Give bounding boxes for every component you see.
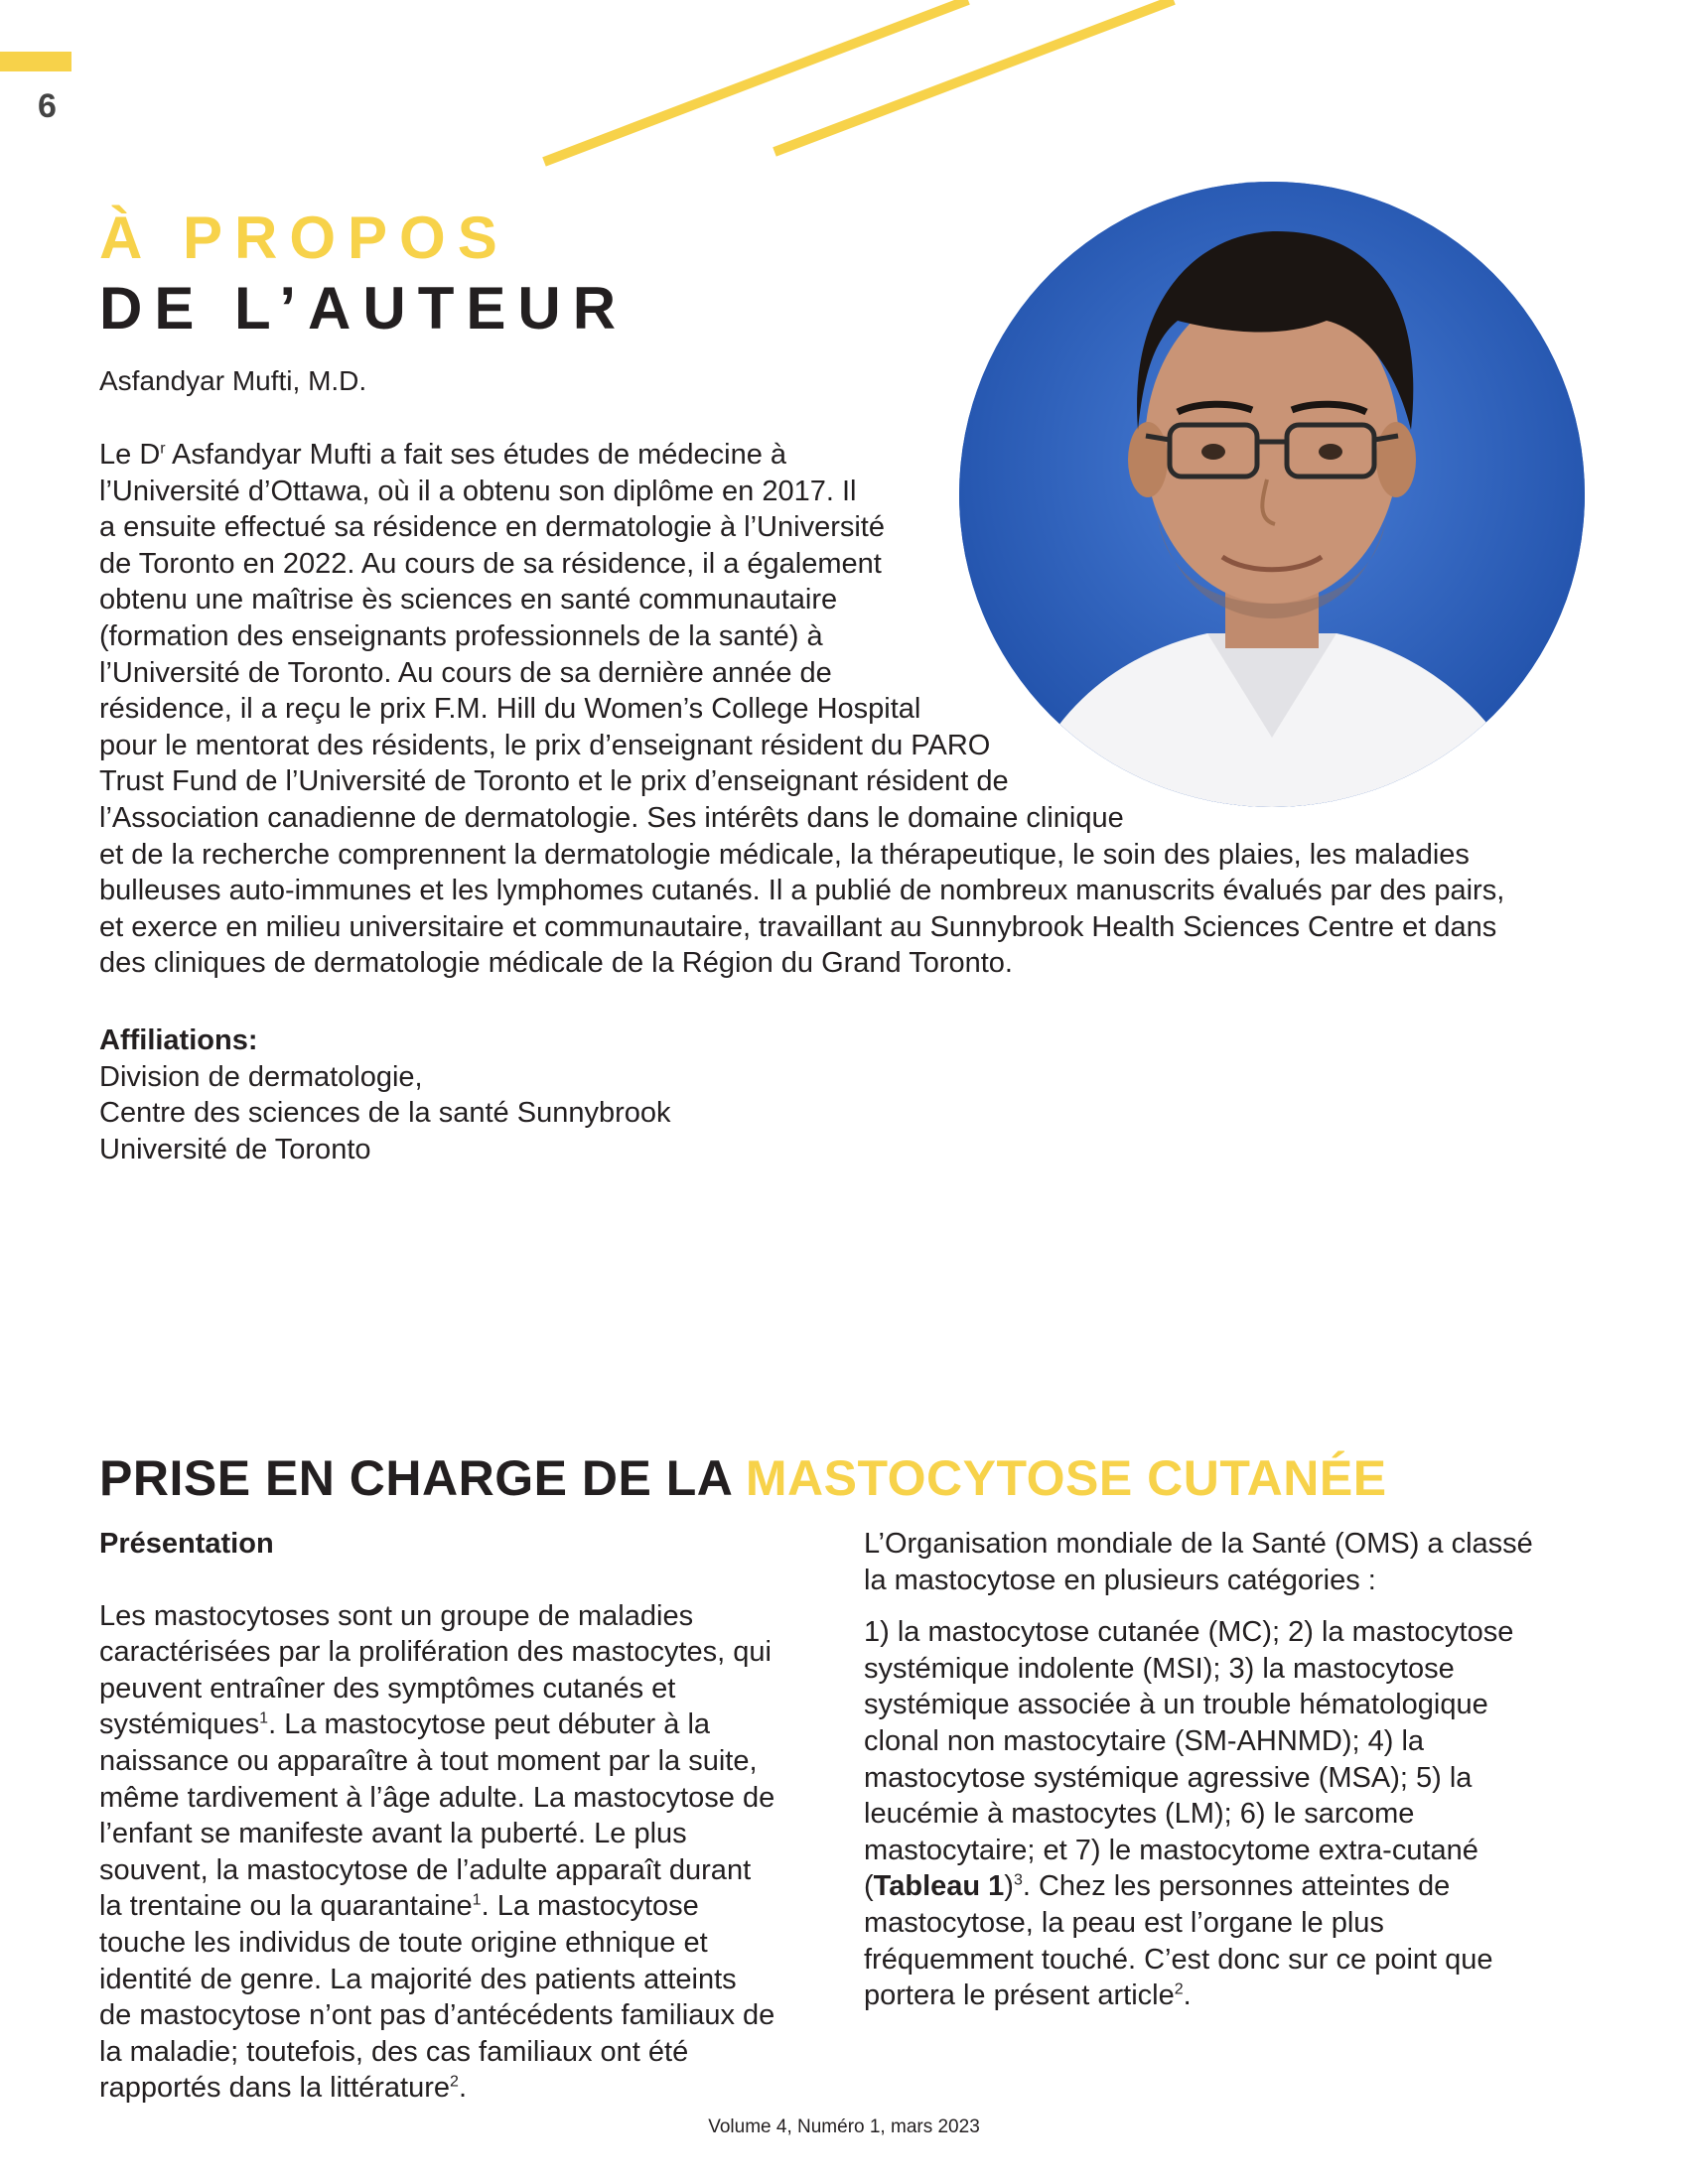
- paragraph-line: (Tableau 1)$^3$. Chez les personnes atteintes de: [864, 1870, 1451, 1903]
- bio-line: Le $D^r$ Asfandyar Mufti a fait ses études de médecine à: [99, 439, 787, 471]
- paragraph-line: souvent, la mastocytose de l’adulte apparaît durant: [99, 1853, 752, 1886]
- article-title: [99, 1449, 1387, 1507]
- reference-superscript: 2: [450, 2073, 459, 2091]
- paragraph-line: systémique associée à un trouble hématologique: [864, 1689, 1488, 1721]
- bio-line: l’Université de Toronto. Au cours de sa dernière année de: [99, 656, 832, 689]
- paragraph-line: naissance ou apparaître à tout moment par la suite,: [99, 1744, 758, 1777]
- affiliations-heading: Affiliations:: [99, 1024, 258, 1056]
- paragraph-line: l’enfant se manifeste avant la puberté. Le plus: [99, 1818, 687, 1850]
- paragraph-line: clonal non mastocytaire (SM-AHNMD); 4) la: [864, 1724, 1425, 1757]
- bio-line: des cliniques de dermatologie médicale de la Région du Grand Toronto.: [99, 947, 1013, 980]
- paragraph-line: même tardivement à l’âge adulte. La mastocytose de: [99, 1781, 775, 1814]
- paragraph-line: leucémie à mastocytes (LM); 6) le sarcome: [864, 1798, 1415, 1831]
- paragraph-line: mastocytaire; et 7) le mastocytome extra-cutané: [864, 1834, 1478, 1866]
- paragraph-line: mastocytose systémique agressive (MSA); 5) la: [864, 1761, 1473, 1794]
- paragraph-line: L’Organisation mondiale de la Santé (OMS) a classé: [864, 1528, 1533, 1560]
- bio-line: l’Association canadienne de dermatologie. Ses intérêts dans le domaine clinique: [99, 801, 1124, 834]
- paragraph-line: systémique indolente (MSI); 3) la mastocytose: [864, 1652, 1455, 1685]
- paragraph-line: 1) la mastocytose cutanée (MC); 2) la mastocytose: [864, 1616, 1514, 1649]
- bio-line: Trust Fund de l’Université de Toronto et le prix d’enseignant résident de: [99, 765, 1009, 798]
- paragraph-line: caractérisées par la prolifération des mastocytes, qui: [99, 1636, 772, 1669]
- page-number: 6: [38, 87, 57, 125]
- reference-superscript: 3: [1013, 1871, 1023, 1889]
- affiliation-line: Centre des sciences de la santé Sunnybrook: [99, 1097, 671, 1130]
- paragraph-line: la trentaine ou la quarantaine$^1$. La mastocytose: [99, 1890, 699, 1923]
- reference-superscript: 2: [1174, 1980, 1184, 1998]
- paragraph-line: mastocytose, la peau est l’organe le plus: [864, 1906, 1384, 1939]
- decorative-stripes: [0, 0, 1688, 199]
- page-footer: Volume 4, Numéro 1, mars 2023: [708, 2116, 980, 2137]
- bio-line: l’Université d’Ottawa, où il a obtenu son diplôme en 2017. Il: [99, 475, 857, 507]
- article-column-left: [99, 1526, 774, 2107]
- article-column-right: [864, 1526, 1533, 2014]
- paragraph-line: identité de genre. La majorité des patients atteints: [99, 1963, 737, 1995]
- paragraph-line: systémiques$^1$. La mastocytose peut débuter à la: [99, 1708, 711, 1741]
- author-name: Asfandyar Mufti, M.D.: [99, 365, 367, 396]
- paragraph-line: la maladie; toutefois, des cas familiaux ont été: [99, 2035, 689, 2068]
- paragraph-line: peuvent entraîner des symptômes cutanés et: [99, 1672, 676, 1705]
- paragraph-line: Les mastocytoses sont un groupe de maladies: [99, 1599, 694, 1632]
- paragraph-line: fréquemment touché. C’est donc sur ce point que: [864, 1943, 1493, 1976]
- paragraph-line: portera le présent article$^2$.: [864, 1979, 1192, 2012]
- about-title-line1: À PROPOS: [99, 205, 509, 271]
- bio-line: (formation des enseignants professionnels de la santé) à: [99, 619, 823, 652]
- table-reference: Tableau 1: [873, 1870, 1005, 1903]
- bio-line: et exerce en milieu universitaire et communautaire, travaillant au Sunnybrook Health Sciences Centre et dans: [99, 910, 1497, 943]
- author-bio: [99, 437, 1609, 982]
- about-title-line2: DE L’AUTEUR: [99, 275, 629, 341]
- affiliations: [99, 1023, 671, 1167]
- paragraph-gap: [864, 1598, 1533, 1614]
- affiliation-line: Université de Toronto: [99, 1133, 371, 1165]
- about-author-title: [99, 204, 628, 344]
- article-title-dark: PRISE EN CHARGE DE LA: [99, 1450, 746, 1506]
- bio-line: de Toronto en 2022. Au cours de sa résidence, il a également: [99, 547, 882, 580]
- bio-line: pour le mentorat des résidents, le prix d’enseignant résident du PARO: [99, 729, 991, 761]
- bio-line: a ensuite effectué sa résidence en dermatologie à l’Université: [99, 511, 885, 544]
- bio-line: obtenu une maîtrise ès sciences en santé communautaire: [99, 584, 838, 616]
- paragraph-line: de mastocytose n’ont pas d’antécédents familiaux de: [99, 1999, 775, 2032]
- paragraph-line: rapportés dans la littérature$^2$.: [99, 2072, 467, 2105]
- paragraph-line: la mastocytose en plusieurs catégories :: [864, 1564, 1376, 1596]
- bio-line: bulleuses auto-immunes et les lymphomes cutanés. Il a publié de nombreux manuscrits évalués par des pairs,: [99, 875, 1505, 907]
- affiliation-line: Division de dermatologie,: [99, 1060, 423, 1093]
- reference-superscript: 1: [259, 1709, 269, 1727]
- paragraph-line: touche les individus de toute origine ethnique et: [99, 1926, 708, 1959]
- reference-superscript: 1: [472, 1891, 482, 1909]
- bio-line: et de la recherche comprennent la dermatologie médicale, la thérapeutique, le soin des plaies, les maladies: [99, 838, 1470, 871]
- section-heading-presentation: Présentation: [99, 1528, 274, 1560]
- article-title-accent: MASTOCYTOSE CUTANÉE: [745, 1450, 1387, 1506]
- bio-line: résidence, il a reçu le prix F.M. Hill du Women’s College Hospital: [99, 693, 921, 726]
